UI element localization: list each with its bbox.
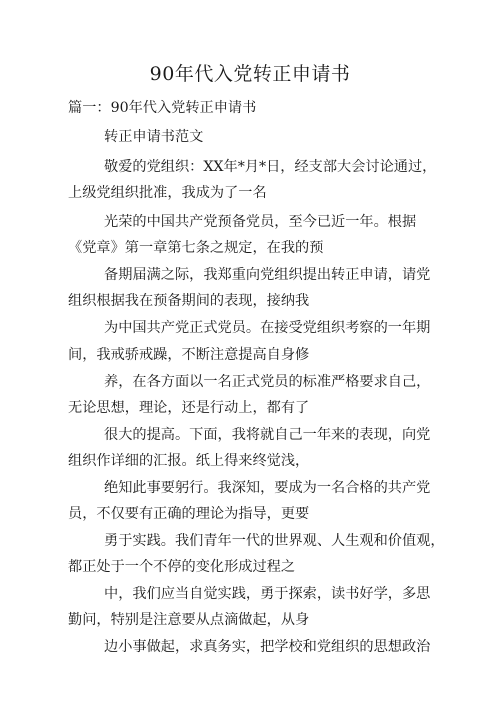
- document-title: 90年代入党转正申请书: [149, 63, 351, 85]
- paragraph-line: 备期届满之际，我郑重向党组织提出转正申请，请党: [104, 267, 431, 283]
- paragraph-line: 光荣的中国共产党预备党员，至今已近一年。根据: [104, 214, 417, 230]
- subheading: 转正申请书范文: [104, 129, 204, 145]
- paragraph-line: 为中国共产党正式党员。在接受党组织考察的一年期: [104, 320, 431, 336]
- paragraph-line: 勇于实践。我们青年一代的世界观、人生观和价值观，: [104, 533, 445, 549]
- paragraph-line: 绝知此事要躬行。我深知，要成为一名合格的共产党: [104, 480, 431, 496]
- paragraph-line: 勤问，特别是注意要从点滴做起，从身: [68, 612, 310, 628]
- paragraph-line: 间，我戒骄戒躁，不断注意提高自身修: [68, 347, 310, 363]
- paragraph-line: 都正处于一个不停的变化形成过程之: [68, 559, 296, 575]
- paragraph-line: 《党章》第一章第七条之规定，在我的预: [68, 240, 324, 256]
- section-heading: 篇一：90年代入党转正申请书: [68, 100, 257, 116]
- paragraph-line: 敬爱的党组织：XX年*月*日，经支部大会讨论通过，: [104, 159, 437, 175]
- paragraph-line: 上级党组织批准，我成为了一名: [68, 185, 267, 201]
- paragraph-line: 组织作详细的汇报。纸上得来终觉浅，: [68, 453, 310, 469]
- paragraph-line: 员，不仅要有正确的理论为指导，更要: [68, 506, 310, 522]
- paragraph-line: 无论思想，理论，还是行动上，都有了: [68, 400, 310, 416]
- paragraph-line: 中，我们应当自觉实践，勇于探索，读书好学，多思: [104, 586, 431, 602]
- paragraph-line: 组织根据我在预备期间的表现，接纳我: [68, 293, 310, 309]
- paragraph-line: 边小事做起，求真务实，把学校和党组织的思想政治: [104, 639, 431, 655]
- paragraph-line: 养，在各方面以一名正式党员的标准严格要求自己，: [104, 374, 431, 390]
- paragraph-line: 很大的提高。下面，我将就自己一年来的表现，向党: [104, 427, 431, 443]
